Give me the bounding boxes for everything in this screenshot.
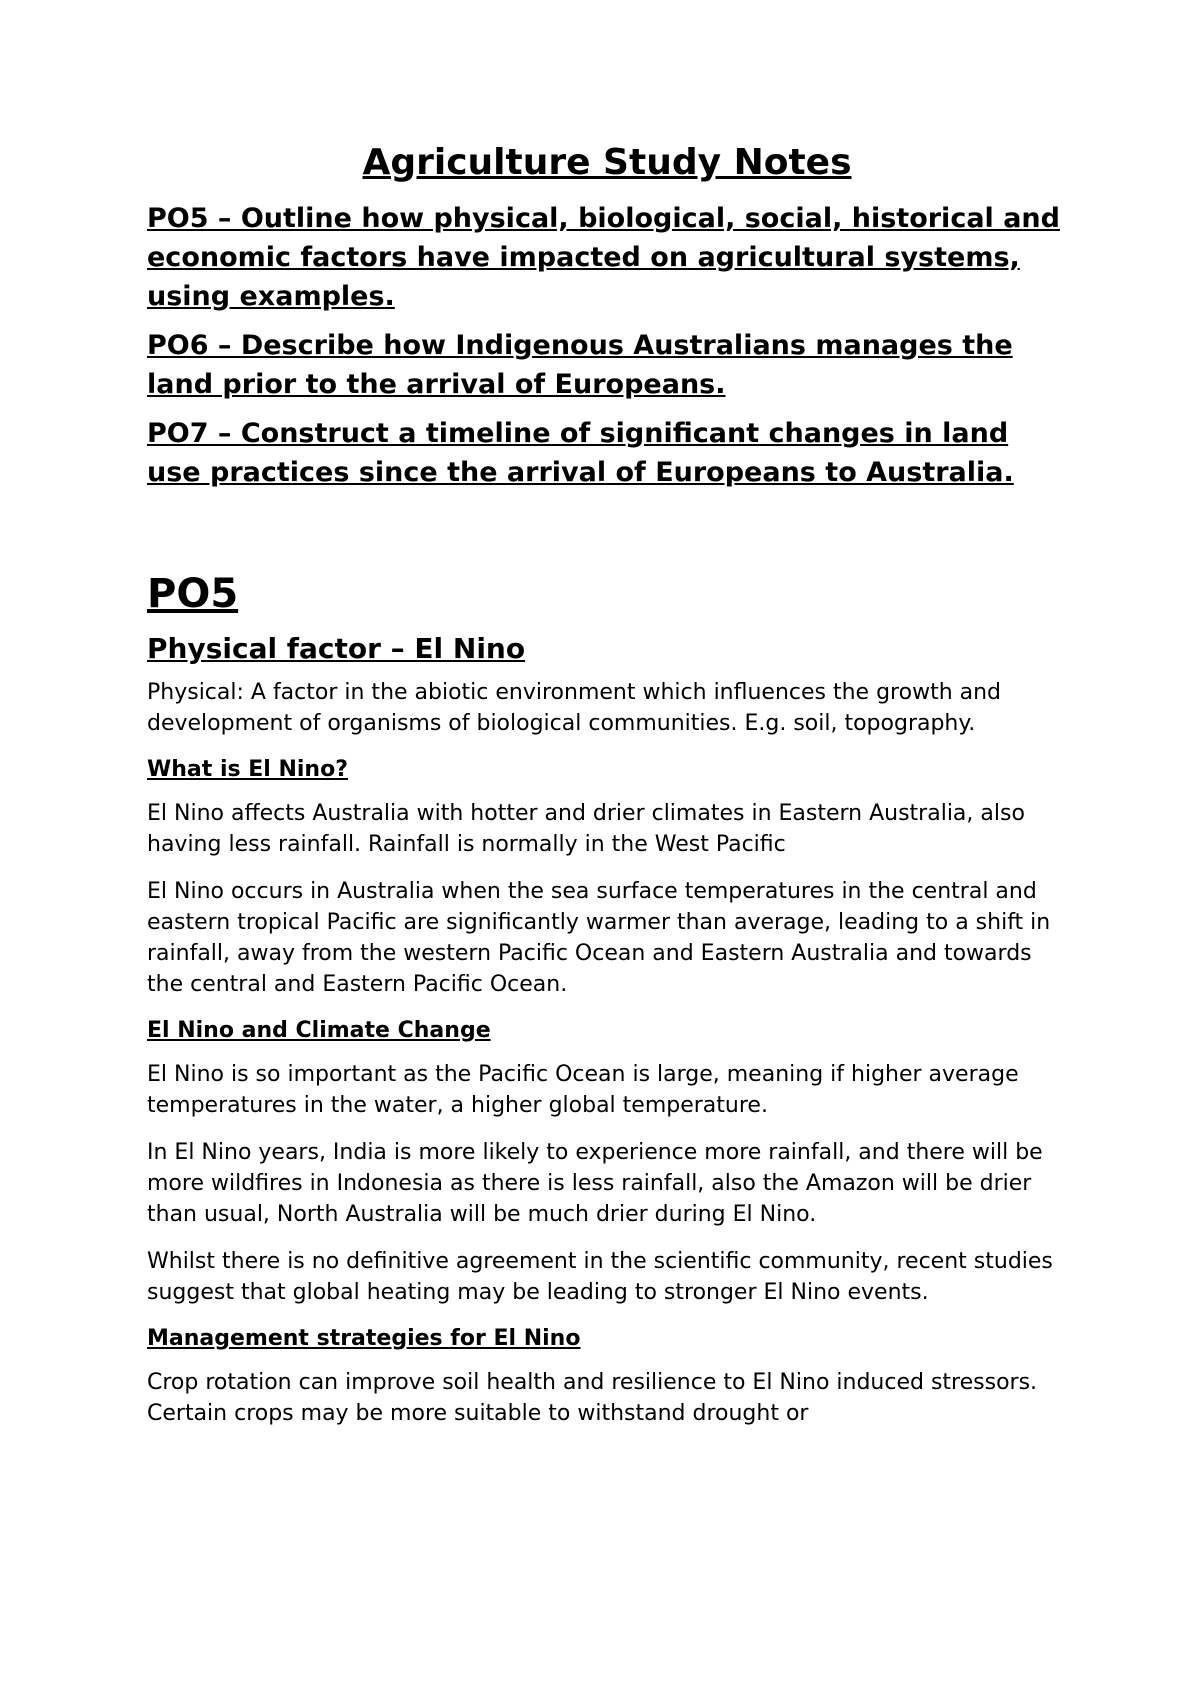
paragraph: Whilst there is no definitive agreement in the scientific community, recent studies suggest that global heating may be leading to stronger El Nino events. — [147, 1248, 1053, 1305]
paragraph: El Nino occurs in Australia when the sea surface temperatures in the central and eastern tropical Pacific are significantly warmer than average, leading to a shift in rainfall, away from the western Pacific Ocean and Eastern Australia and towards the central and Eastern Pacific Ocean. — [147, 879, 1051, 998]
definition-paragraph: Physical: A factor in the abiotic environment which influences the growth and development of organisms of biological communities. E.g. soil, topography. — [147, 680, 1002, 737]
objective-po6: PO6 – Describe how Indigenous Australians manages the land prior to the arrival of Europeans. — [147, 329, 1013, 400]
paragraph: In El Nino years, India is more likely to experience more rainfall, and there will be more wildfires in Indonesia as there is less rainfall, also the Amazon will be drier than usual, North Australia will be much drier during El Nino. — [147, 1139, 1043, 1227]
objective-po5: PO5 – Outline how physical, biological, social, historical and economic factors have impacted on agricultural systems, using examples. — [147, 202, 1060, 312]
climate-change-heading: El Nino and Climate Change — [147, 1018, 491, 1044]
document-title: Agriculture Study Notes — [362, 142, 852, 183]
paragraph: El Nino is so important as the Pacific Ocean is large, meaning if higher average temperatures in the water, a higher global temperature. — [147, 1061, 1019, 1118]
what-is-el-nino-heading: What is El Nino? — [147, 757, 348, 783]
section-heading: PO5 — [147, 570, 239, 617]
paragraph: Crop rotation can improve soil health and resilience to El Nino induced stressors. Certain crops may be more suitable to withstand drought or — [147, 1369, 1038, 1426]
management-strategies-heading: Management strategies for El Nino — [147, 1325, 581, 1351]
document-page — [147, 140, 1067, 1445]
paragraph: El Nino affects Australia with hotter and drier climates in Eastern Australia, also having less rainfall. Rainfall is normally in the West Pacific — [147, 801, 1025, 858]
subsection-heading: Physical factor – El Nino — [147, 631, 526, 665]
objectives-list — [147, 199, 1067, 492]
objective-po7: PO7 – Construct a timeline of significant changes in land use practices since the arrival of Europeans to Australia. — [147, 417, 1014, 488]
